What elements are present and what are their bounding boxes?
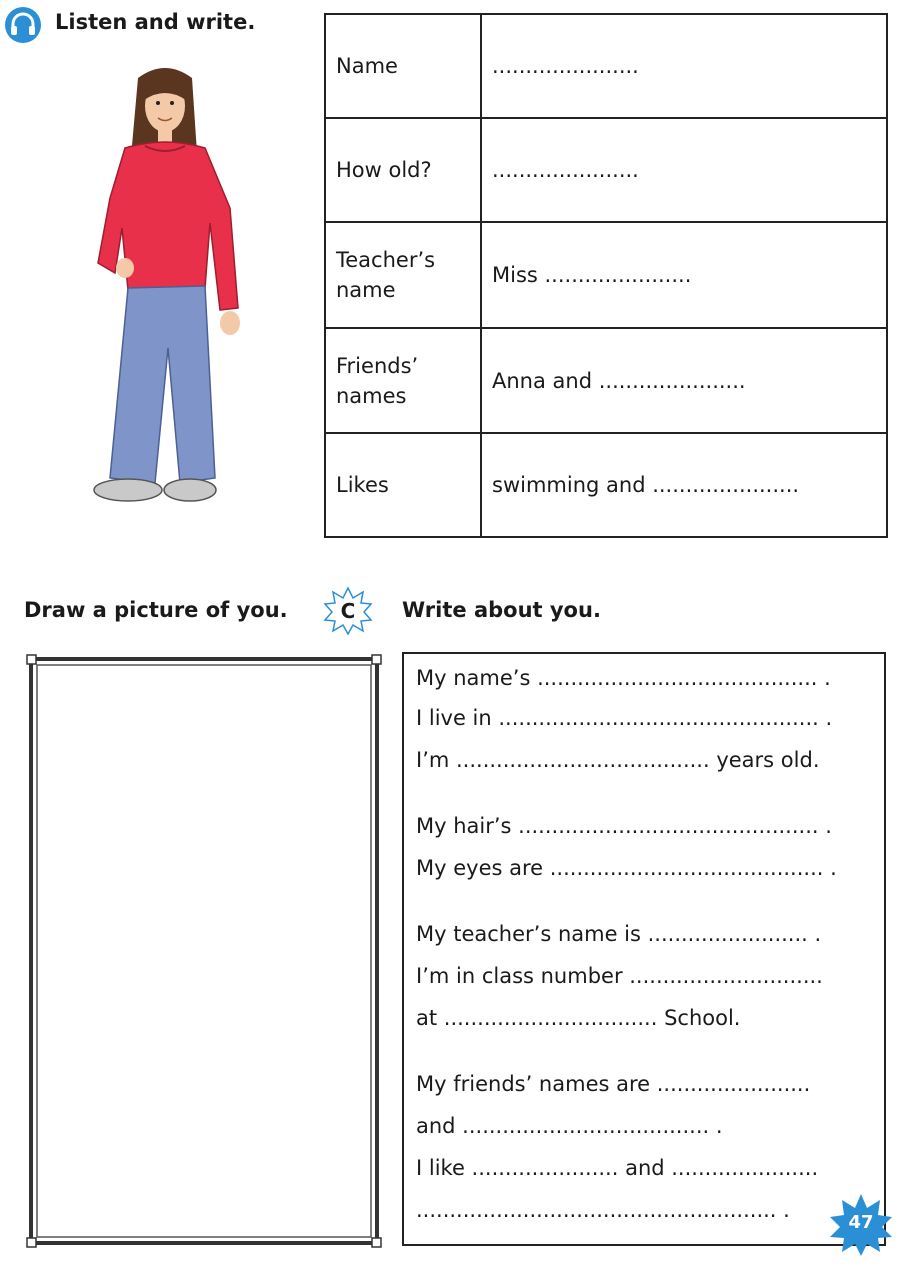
- row-value-likes[interactable]: swimming and ......................: [481, 433, 887, 537]
- row-value-name[interactable]: ......................: [481, 14, 887, 118]
- draw-picture-heading: Draw a picture of you.: [24, 598, 288, 622]
- write-line[interactable]: I live in ................................................ .: [416, 706, 833, 730]
- table-row: [325, 433, 887, 537]
- write-line[interactable]: My eyes are ......................................... .: [416, 856, 837, 880]
- write-line[interactable]: at ................................ School.: [416, 1006, 741, 1030]
- write-line[interactable]: and ..................................... .: [416, 1114, 723, 1138]
- section-c-badge-letter: C: [340, 599, 356, 623]
- row-label-likes: Likes: [325, 433, 481, 537]
- table-row: [325, 328, 887, 433]
- listen-and-write-heading: Listen and write.: [55, 10, 256, 34]
- table-row: [325, 14, 887, 118]
- row-value-teacher[interactable]: Miss ......................: [481, 222, 887, 328]
- row-value-age[interactable]: ......................: [481, 118, 887, 222]
- write-line[interactable]: My hair’s ............................................. .: [416, 814, 832, 838]
- table-row: [325, 118, 887, 222]
- headphones-icon: [4, 6, 42, 44]
- write-line[interactable]: I like ...................... and ......................: [416, 1156, 819, 1180]
- girl-illustration: [70, 58, 260, 518]
- row-label-teacher: Teacher’s name: [325, 222, 481, 328]
- starburst-icon: [323, 586, 373, 636]
- page-number: 47: [848, 1212, 874, 1233]
- drawing-area[interactable]: [26, 654, 382, 1248]
- row-label-name: Name: [325, 14, 481, 118]
- write-about-you-box: [402, 652, 886, 1246]
- write-line[interactable]: ...................................................... .: [416, 1198, 790, 1222]
- row-value-friends[interactable]: Anna and ......................: [481, 328, 887, 433]
- info-table: [324, 13, 888, 538]
- write-about-you-heading: Write about you.: [402, 598, 601, 622]
- write-line[interactable]: My friends’ names are .......................: [416, 1072, 811, 1096]
- table-row: [325, 222, 887, 328]
- write-line[interactable]: My name’s .......................................... .: [416, 666, 831, 690]
- row-label-age: How old?: [325, 118, 481, 222]
- write-line[interactable]: My teacher’s name is ........................ .: [416, 922, 822, 946]
- row-label-friends: Friends’ names: [325, 328, 481, 433]
- write-line[interactable]: I’m ...................................... years old.: [416, 748, 820, 772]
- write-line[interactable]: I’m in class number .............................: [416, 964, 823, 988]
